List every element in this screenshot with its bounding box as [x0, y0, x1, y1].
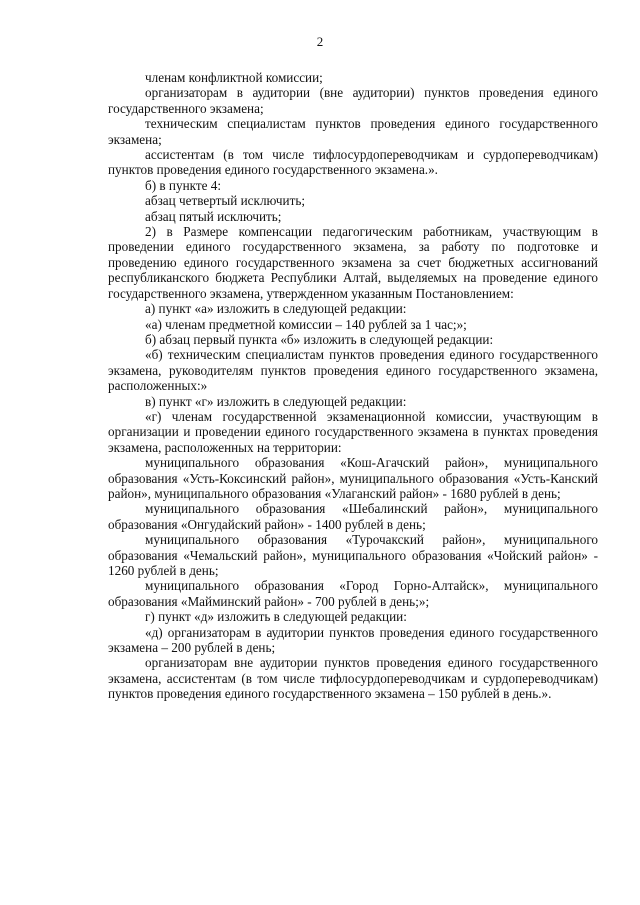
document-body: [108, 70, 598, 702]
paragraph: а) пункт «а» изложить в следующей редакции:: [145, 301, 407, 317]
paragraph: «а) членам предметной комиссии – 140 рублей за 1 час;»;: [145, 316, 467, 332]
paragraph: муниципального образования «Шебалинский район», муниципального образования «Онгудайский район» - 1400 рублей в день;: [108, 501, 598, 532]
page-number: 2: [316, 34, 324, 49]
paragraph: организаторам в аудитории (вне аудитории) пунктов проведения единого государственного экзамена;: [108, 85, 598, 116]
paragraph: «д) организаторам в аудитории пунктов проведения единого государственного экзамена – 200 рублей в день;: [108, 624, 598, 656]
paragraph: 2) в Размере компенсации педагогическим работникам, участвующим в проведении единого государственного экзамена, за работу по подготовке и проведению единого государственного экзамена за счет бюджетных ассигнований республиканского бюджета Республики Алтай, выделяемых на проведение единого государственного экзамена, утвержденном указанным Постановлением:: [108, 224, 598, 301]
paragraph: в) пункт «г» изложить в следующей редакции:: [145, 393, 407, 409]
paragraph: абзац пятый исключить;: [145, 208, 282, 224]
paragraph: ассистентам (в том числе тифлосурдопереводчикам и сурдопереводчикам) пунктов проведения единого государственного экзамена.».: [108, 147, 598, 178]
paragraph: «г) членам государственной экзаменационной комиссии, участвующим в организации и проведении единого государственного экзамена в пунктах проведения экзамена, расположенных на территории:: [108, 408, 598, 455]
paragraph: техническим специалистам пунктов проведения единого государственного экзамена;: [108, 116, 598, 147]
paragraph: б) в пункте 4:: [145, 177, 222, 193]
paragraph: б) абзац первый пункта «б» изложить в следующей редакции:: [145, 331, 494, 347]
paragraph: г) пункт «д» изложить в следующей редакции:: [145, 609, 407, 625]
paragraph: организаторам вне аудитории пунктов проведения единого государственного экзамена, ассистентам (в том числе тифлосурдопереводчикам и сурдопереводчикам) пунктов проведения единого государственного экзамена – 150 рублей в день.».: [108, 655, 598, 702]
paragraph: муниципального образования «Город Горно-Алтайск», муниципального образования «Майминский район» - 700 рублей в день;»;: [108, 578, 598, 609]
paragraph: членам конфликтной комиссии;: [145, 70, 323, 85]
paragraph: «б) техническим специалистам пунктов проведения единого государственного экзамена, руководителям пунктов проведения единого государственного экзамена, расположенных:»: [108, 347, 598, 394]
paragraph: муниципального образования «Кош-Агачский район», муниципального образования «Усть-Коксинский район», муниципального образования «Усть-Канский район», муниципального образования «Улаганский район» - 1680 рублей в день;: [108, 455, 598, 501]
paragraph: абзац четвертый исключить;: [145, 193, 306, 209]
paragraph: муниципального образования «Турочакский район», муниципального образования «Чемальский район», муниципального образования «Чойский район» - 1260 рублей в день;: [108, 532, 598, 578]
